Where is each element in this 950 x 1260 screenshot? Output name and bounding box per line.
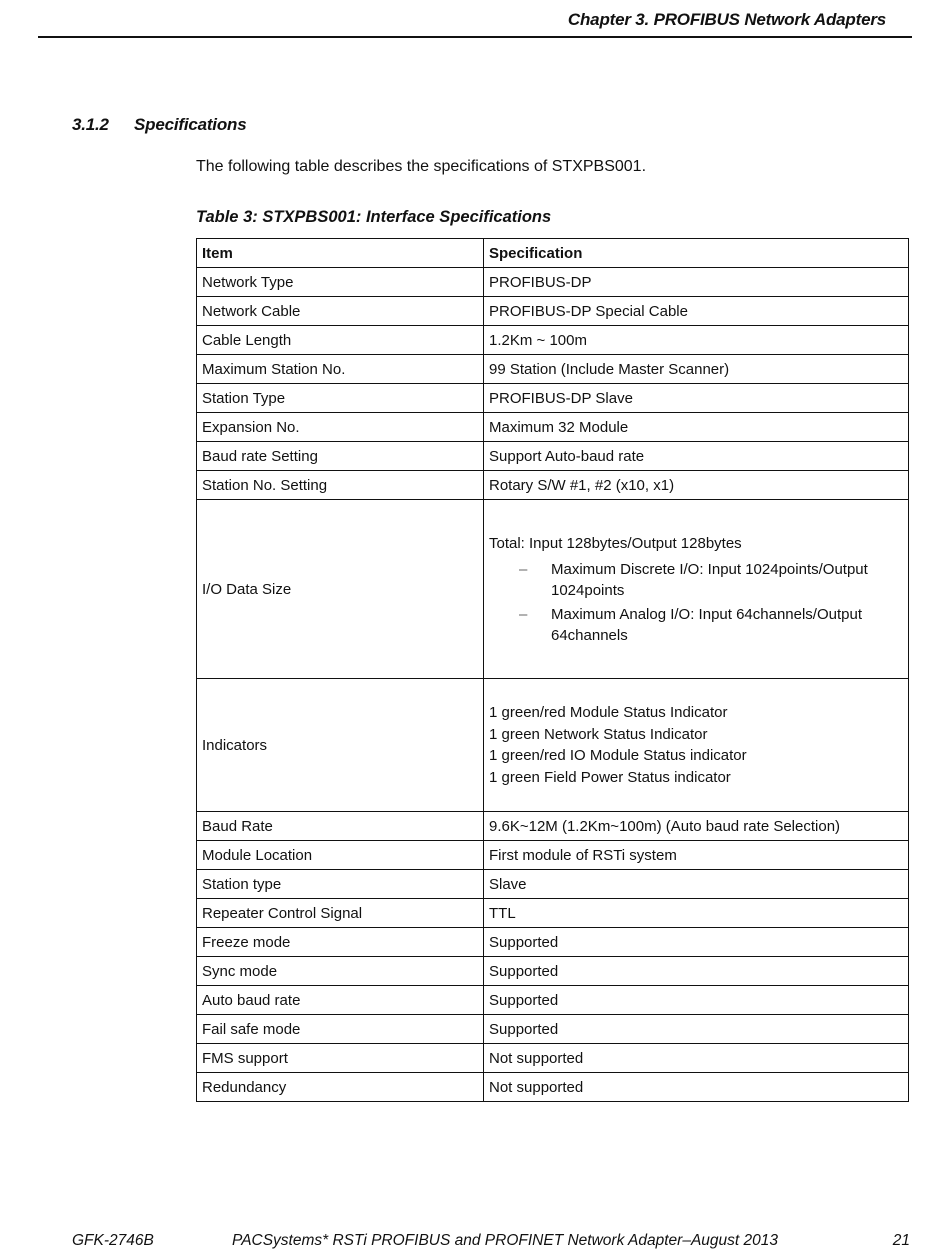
indicator-line: 1 green Field Power Status indicator	[489, 768, 731, 786]
item-cell: Station Type	[197, 384, 484, 413]
spec-cell-io-data-size	[484, 500, 909, 679]
item-cell: Freeze mode	[197, 928, 484, 957]
table-row	[197, 899, 909, 928]
section-heading	[72, 115, 246, 135]
item-cell: I/O Data Size	[197, 500, 484, 679]
bullet-text: Maximum Discrete I/O: Input 1024points/Output 1024points	[551, 561, 868, 599]
chapter-title: Chapter 3. PROFIBUS Network Adapters	[567, 10, 886, 29]
table-row	[197, 471, 909, 500]
item-cell: Station type	[197, 870, 484, 899]
spec-cell: 1.2Km ~ 100m	[484, 326, 909, 355]
spec-cell: First module of RSTi system	[484, 841, 909, 870]
indicator-line: 1 green/red Module Status Indicator	[489, 704, 728, 721]
table-row	[197, 928, 909, 957]
spec-cell: PROFIBUS-DP Slave	[484, 384, 909, 413]
spec-cell: Not supported	[484, 1044, 909, 1073]
table-row	[197, 1044, 909, 1073]
item-cell: Redundancy	[197, 1073, 484, 1102]
item-cell: Cable Length	[197, 326, 484, 355]
item-cell: Module Location	[197, 841, 484, 870]
indicator-line: 1 green Network Status Indicator	[489, 725, 708, 743]
item-cell: FMS support	[197, 1044, 484, 1073]
item-cell: Network Cable	[197, 297, 484, 326]
spec-cell: Support Auto-baud rate	[484, 442, 909, 471]
io-bullet-list	[489, 559, 903, 646]
list-item	[489, 559, 903, 601]
document-title: PACSystems* RSTi PROFIBUS and PROFINET Network Adapter–August 2013	[232, 1232, 779, 1249]
item-cell: Maximum Station No.	[197, 355, 484, 384]
table-caption: Table 3: STXPBS001: Interface Specifications	[196, 208, 552, 226]
item-cell: Station No. Setting	[197, 471, 484, 500]
spec-cell: PROFIBUS-DP Special Cable	[484, 297, 909, 326]
table-row	[197, 442, 909, 471]
table-row	[197, 268, 909, 297]
table-row	[197, 1073, 909, 1102]
spec-cell: Supported	[484, 928, 909, 957]
table-row	[197, 957, 909, 986]
column-header-specification: Specification	[484, 239, 909, 268]
section-title: Specifications	[134, 115, 247, 134]
item-cell: Auto baud rate	[197, 986, 484, 1015]
bullet-text: Maximum Analog I/O: Input 64channels/Output 64channels	[551, 606, 863, 644]
item-cell: Repeater Control Signal	[197, 899, 484, 928]
spec-cell-indicators	[484, 679, 909, 812]
spec-cell: 9.6K~12M (1.2Km~100m) (Auto baud rate Selection)	[484, 812, 909, 841]
item-cell: Sync mode	[197, 957, 484, 986]
item-cell: Fail safe mode	[197, 1015, 484, 1044]
column-header-item: Item	[197, 239, 484, 268]
spec-cell: Supported	[484, 1015, 909, 1044]
table-row	[197, 986, 909, 1015]
spec-cell: Maximum 32 Module	[484, 413, 909, 442]
intro-paragraph: The following table describes the specifications of STXPBS001.	[196, 158, 647, 175]
spec-cell: PROFIBUS-DP	[484, 268, 909, 297]
table-row	[197, 384, 909, 413]
page-number: 21	[892, 1232, 910, 1249]
document-code: GFK-2746B	[72, 1232, 154, 1249]
table-row	[197, 841, 909, 870]
spec-cell: Slave	[484, 870, 909, 899]
table-row-io-data-size	[197, 500, 909, 679]
list-item	[489, 604, 903, 646]
table-row	[197, 413, 909, 442]
page-header	[38, 8, 912, 38]
item-cell: Indicators	[197, 679, 484, 812]
table-row	[197, 1015, 909, 1044]
indicator-line: 1 green/red IO Module Status indicator	[489, 747, 747, 764]
spec-cell: Rotary S/W #1, #2 (x10, x1)	[484, 471, 909, 500]
table-row	[197, 870, 909, 899]
item-cell: Expansion No.	[197, 413, 484, 442]
section-number: 3.1.2	[72, 115, 109, 134]
item-cell: Baud Rate	[197, 812, 484, 841]
spec-cell: Supported	[484, 986, 909, 1015]
spec-cell: 99 Station (Include Master Scanner)	[484, 355, 909, 384]
item-cell: Baud rate Setting	[197, 442, 484, 471]
spec-table	[196, 238, 909, 1102]
table-row-indicators	[197, 679, 909, 812]
io-total: Total: Input 128bytes/Output 128bytes	[489, 535, 742, 552]
spec-cell: Supported	[484, 957, 909, 986]
item-cell: Network Type	[197, 268, 484, 297]
table-header-row	[197, 239, 909, 268]
spec-cell: TTL	[484, 899, 909, 928]
dash-bullet: –	[519, 606, 528, 623]
table-row	[197, 326, 909, 355]
table-row	[197, 297, 909, 326]
dash-bullet: –	[519, 561, 528, 578]
table-row	[197, 812, 909, 841]
table-row	[197, 355, 909, 384]
spec-cell: Not supported	[484, 1073, 909, 1102]
